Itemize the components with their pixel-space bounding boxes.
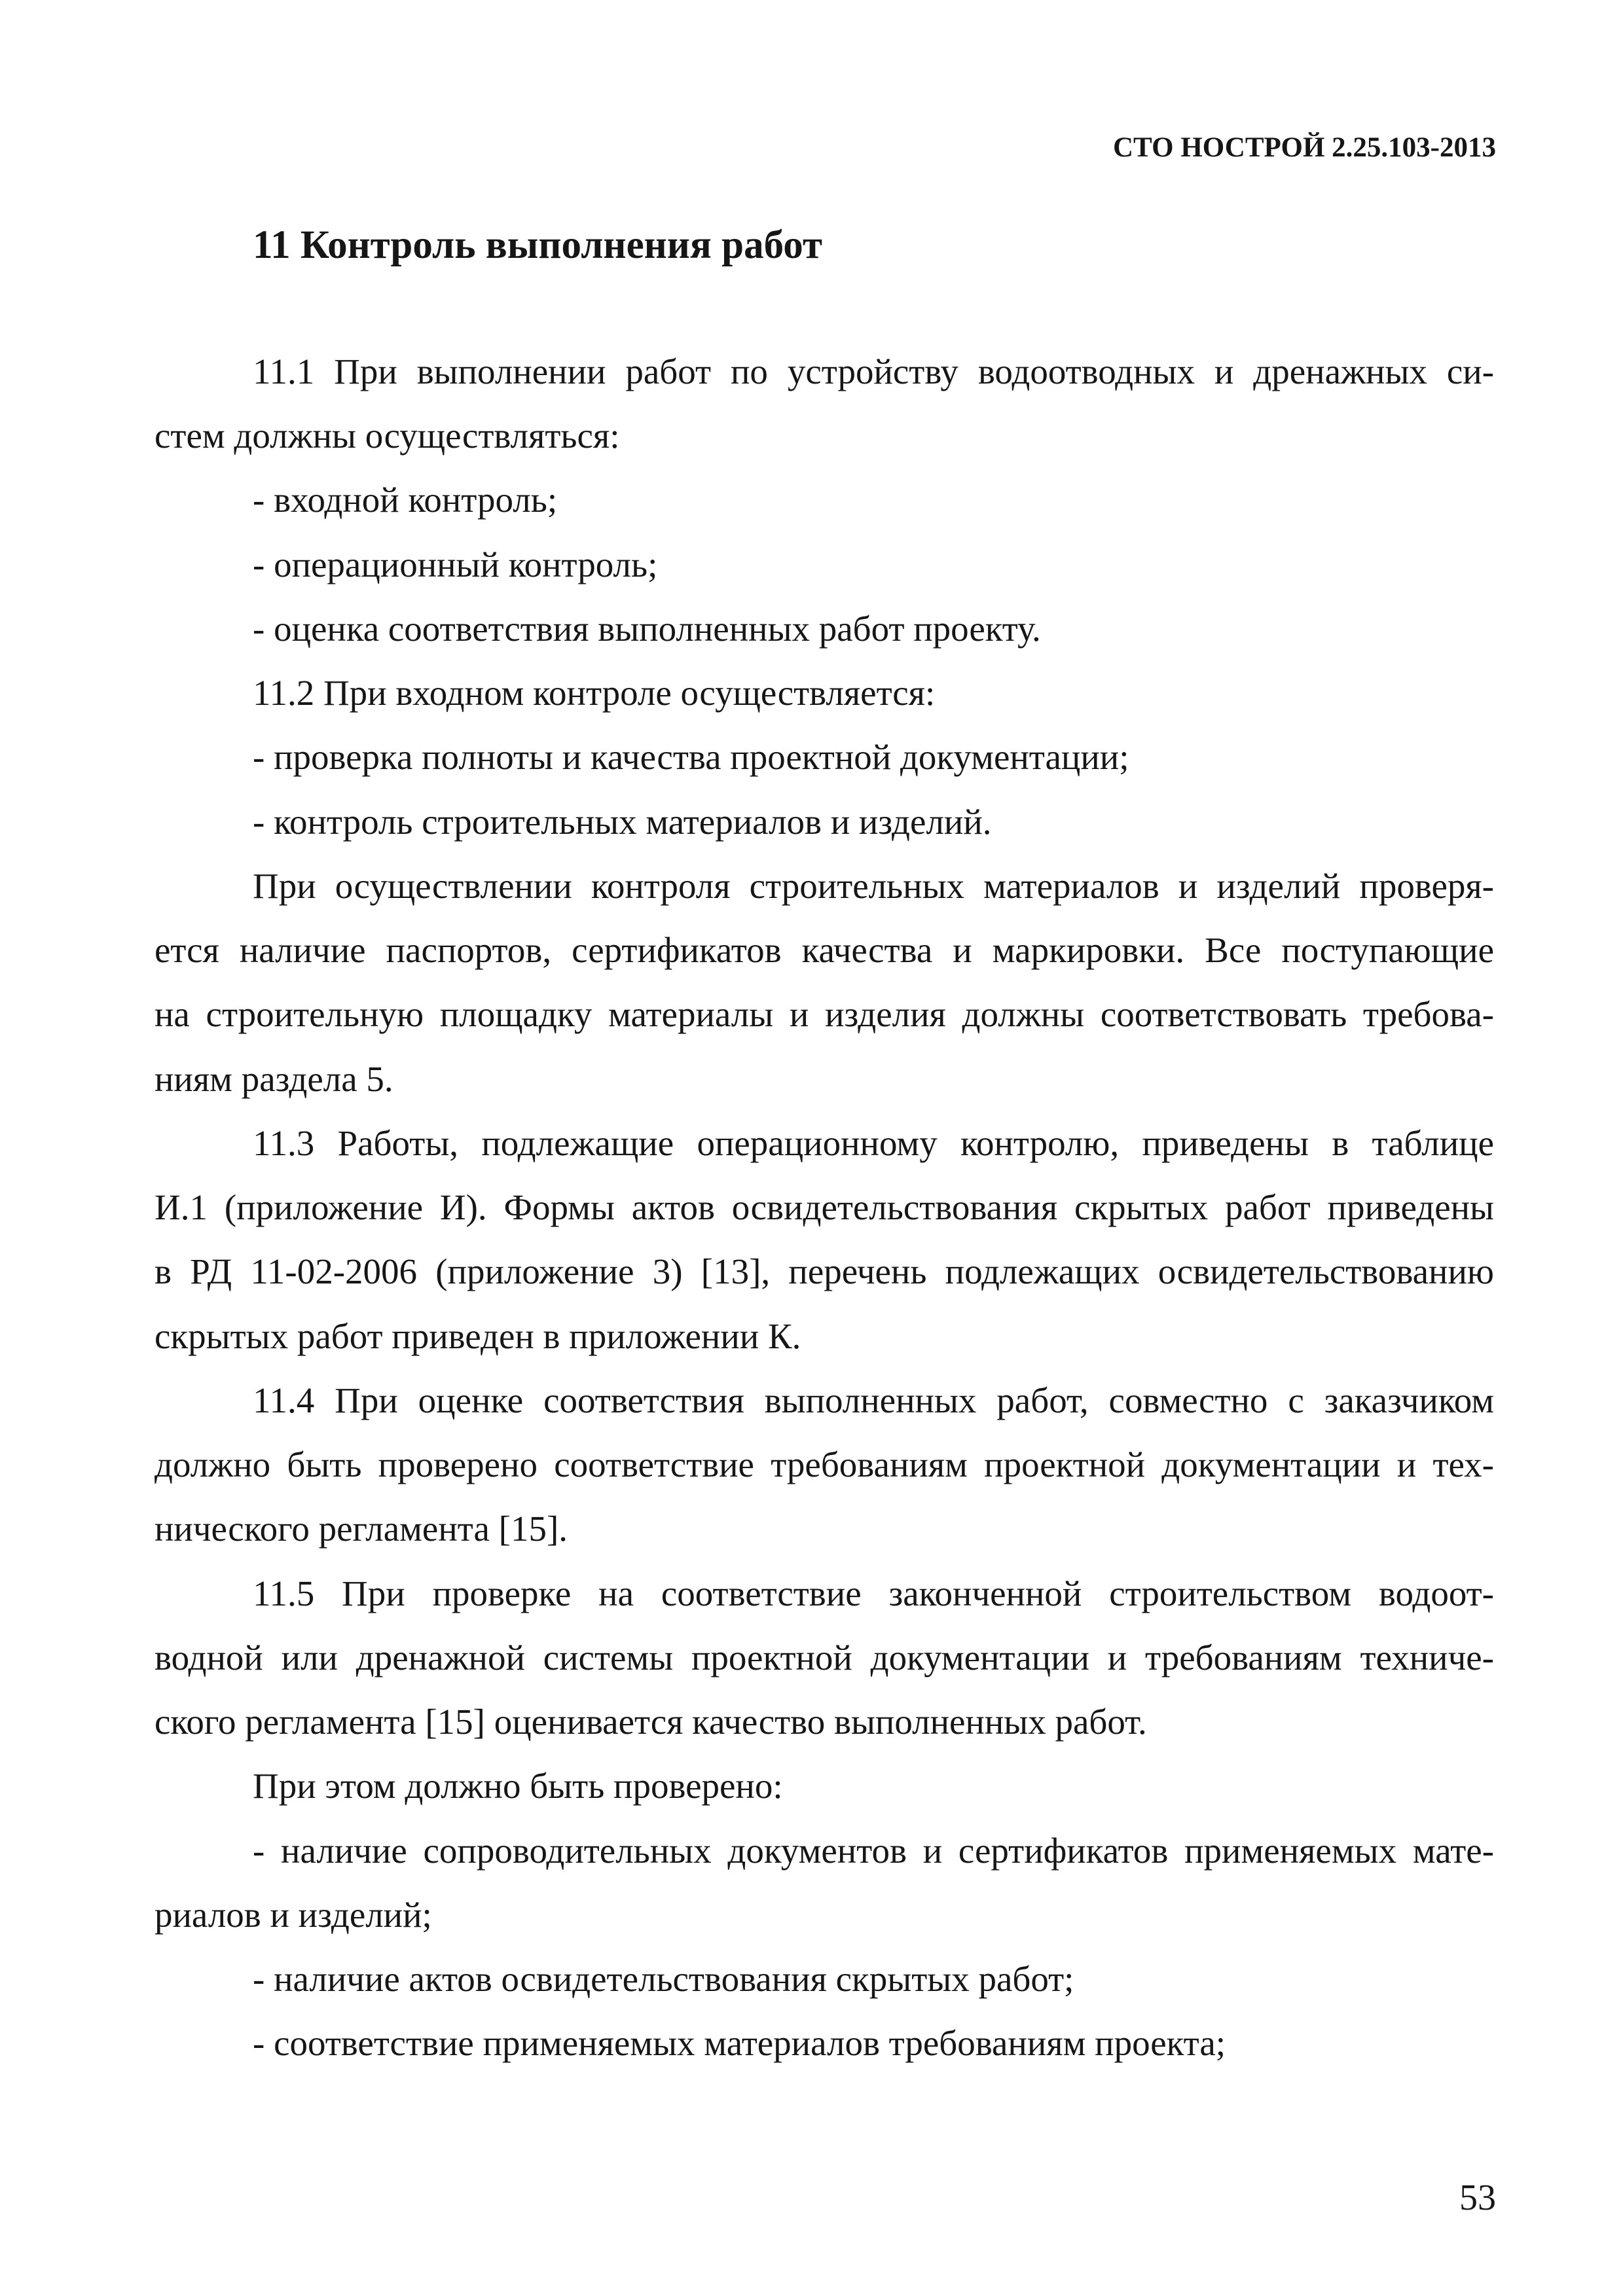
text-line: нического регламента [15]. xyxy=(155,1509,568,1549)
text-line: на строительную площадку материалы и изделия должны соответствовать требова- xyxy=(155,994,1494,1034)
text-line: должно быть проверено соответствие требованиям проектной документации и тех- xyxy=(155,1444,1494,1484)
page-number: 53 xyxy=(1459,2178,1496,2218)
text-line: стем должны осуществляться: xyxy=(155,416,620,456)
list-item: - соответствие применяемых материалов требованиям проекта; xyxy=(253,2023,1226,2063)
text-line: 11.1 При выполнении работ по устройству водоотводных и дренажных си- xyxy=(253,351,1494,391)
text-line: 11.5 При проверке на соответствие законченной строительством водоот- xyxy=(253,1573,1494,1613)
list-item: риалов и изделий; xyxy=(155,1895,432,1935)
list-item: - оценка соответствия выполненных работ проекту. xyxy=(253,609,1041,649)
text-line: И.1 (приложение И). Формы актов освидетельствования скрытых работ приведены xyxy=(155,1187,1494,1227)
text-line: скрытых работ приведен в приложении К. xyxy=(155,1316,801,1356)
text-line: При осуществлении контроля строительных материалов и изделий проверя- xyxy=(253,866,1494,906)
list-item: - операционный контроль; xyxy=(253,545,658,584)
text-line: 11.3 Работы, подлежащие операционному контролю, приведены в таблице xyxy=(253,1123,1494,1163)
text-line: ется наличие паспортов, сертификатов качества и маркировки. Все поступающие xyxy=(155,930,1494,970)
list-item: - проверка полноты и качества проектной документации; xyxy=(253,737,1129,777)
text-line: 11.2 При входном контроле осуществляется: xyxy=(253,673,936,713)
text-line: ниям раздела 5. xyxy=(155,1059,393,1099)
text-line: При этом должно быть проверено: xyxy=(253,1766,783,1806)
section-title: 11 Контроль выполнения работ xyxy=(253,223,822,267)
list-item: - контроль строительных материалов и изделий. xyxy=(253,802,992,842)
text-line: ского регламента [15] оценивается качество выполненных работ. xyxy=(155,1702,1147,1742)
text-line: в РД 11-02-2006 (приложение 3) [13], перечень подлежащих освидетельствованию xyxy=(155,1251,1494,1291)
document-code-header: СТО НОСТРОЙ 2.25.103-2013 xyxy=(1113,132,1496,163)
list-item: - входной контроль; xyxy=(253,480,558,520)
list-item: - наличие актов освидетельствования скрытых работ; xyxy=(253,1959,1074,1999)
list-item: - наличие сопроводительных документов и сертификатов применяемых мате- xyxy=(253,1831,1494,1871)
text-line: водной или дренажной системы проектной документации и требованиям техниче- xyxy=(155,1638,1494,1677)
text-line: 11.4 При оценке соответствия выполненных работ, совместно с заказчиком xyxy=(253,1380,1494,1420)
